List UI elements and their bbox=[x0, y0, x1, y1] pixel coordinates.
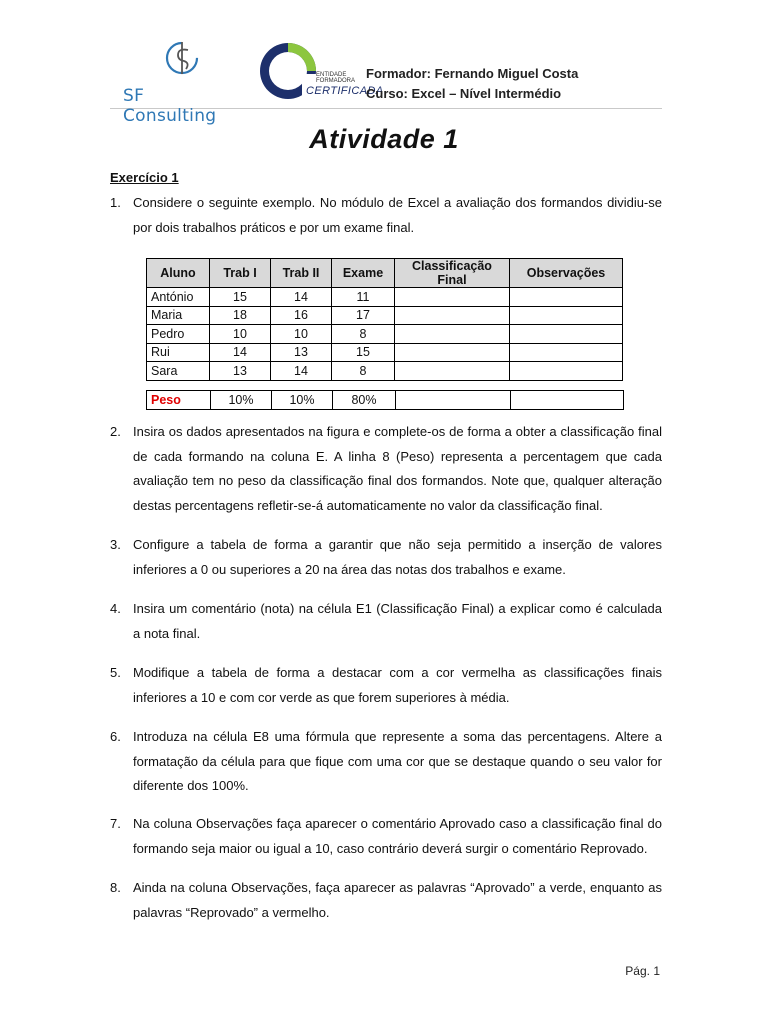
item-number: 8. bbox=[110, 880, 121, 895]
table-cell: 16 bbox=[271, 306, 332, 325]
table-cell bbox=[510, 288, 623, 307]
item-text: Considere o seguinte exemplo. No módulo de Excel a avaliação dos formandos dividiu-se por dois trabalhos práticos e por um exame final. bbox=[133, 195, 662, 235]
header-cell: Observações bbox=[510, 259, 623, 288]
grades-table bbox=[146, 258, 623, 381]
header-cell: Classificação Final bbox=[395, 259, 510, 288]
cert-line-1: ENTIDADE bbox=[316, 72, 347, 78]
table-cell: 15 bbox=[210, 288, 271, 307]
table-cell bbox=[396, 391, 511, 410]
header-cell: Aluno bbox=[147, 259, 210, 288]
item-text: Ainda na coluna Observações, faça aparecer as palavras “Aprovado” a verde, enquanto as palavras “Reprovado” a vermelho. bbox=[133, 880, 662, 920]
peso-label: Peso bbox=[147, 391, 211, 410]
item-number: 7. bbox=[110, 816, 121, 831]
course-name: Curso: Excel – Nível Intermédio bbox=[366, 86, 562, 101]
table-row bbox=[147, 343, 623, 362]
item-text: Introduza na célula E8 uma fórmula que represente a soma das percentagens. Altere a formatação da célula para que fique com uma cor que se destaque quando o seu valor for diferente dos 100%. bbox=[133, 729, 662, 793]
company-name: SF Consulting bbox=[123, 86, 217, 126]
table-cell: 13 bbox=[210, 362, 271, 381]
weights-row bbox=[147, 391, 624, 410]
sf-monogram-icon bbox=[164, 40, 200, 76]
table-cell: 10% bbox=[211, 391, 272, 410]
table-cell bbox=[395, 325, 510, 344]
item-number: 5. bbox=[110, 665, 121, 680]
cert-line-2: FORMADORA bbox=[316, 78, 355, 84]
header-cell: Exame bbox=[332, 259, 395, 288]
table-row bbox=[147, 362, 623, 381]
item-text: Configure a tabela de forma a garantir que não seja permitido a inserção de valores inferiores a 0 ou superiores a 20 na área das notas dos trabalhos e exame. bbox=[133, 537, 662, 577]
table-cell: 14 bbox=[271, 362, 332, 381]
table-cell: 10 bbox=[210, 325, 271, 344]
table-cell: Pedro bbox=[147, 325, 210, 344]
table-cell: 14 bbox=[210, 343, 271, 362]
table-cell: 10 bbox=[271, 325, 332, 344]
table-cell bbox=[395, 306, 510, 325]
item-number: 4. bbox=[110, 601, 121, 616]
trainer-name: Formador: Fernando Miguel Costa bbox=[366, 66, 579, 81]
item-number: 2. bbox=[110, 424, 121, 439]
table-cell: 15 bbox=[332, 343, 395, 362]
table-cell bbox=[510, 325, 623, 344]
table-header-row bbox=[147, 259, 623, 288]
table-row bbox=[147, 306, 623, 325]
cert-word: CERTIFICADA bbox=[306, 85, 384, 97]
table-row bbox=[147, 325, 623, 344]
item-text: Modifique a tabela de forma a destacar com a cor vermelha as classificações finais inferiores a 10 e com cor verde as que forem superiores à média. bbox=[133, 665, 662, 705]
table-cell bbox=[395, 362, 510, 381]
table-cell: 18 bbox=[210, 306, 271, 325]
table-cell: Rui bbox=[147, 343, 210, 362]
table-cell: 14 bbox=[271, 288, 332, 307]
table-cell: 17 bbox=[332, 306, 395, 325]
page-header bbox=[110, 36, 662, 126]
table-cell bbox=[511, 391, 624, 410]
table-cell: 80% bbox=[333, 391, 396, 410]
header-cell: Trab I bbox=[210, 259, 271, 288]
table-cell bbox=[510, 343, 623, 362]
table-cell: 10% bbox=[272, 391, 333, 410]
item-number: 6. bbox=[110, 729, 121, 744]
table-cell: 13 bbox=[271, 343, 332, 362]
table-cell: 8 bbox=[332, 325, 395, 344]
table-cell bbox=[395, 288, 510, 307]
item-text: Na coluna Observações faça aparecer o comentário Aprovado caso a classificação final do formando seja maior ou igual a 10, caso contrário deverá surgir o comentário Reprovado. bbox=[133, 816, 662, 856]
item-number: 1. bbox=[110, 195, 121, 210]
exercise-title: Exercício 1 bbox=[110, 170, 179, 185]
table-row bbox=[147, 288, 623, 307]
item-number: 3. bbox=[110, 537, 121, 552]
weights-table bbox=[146, 390, 624, 410]
page-title: Atividade 1 bbox=[309, 124, 459, 154]
table-cell: 8 bbox=[332, 362, 395, 381]
table-cell bbox=[510, 362, 623, 381]
item-text: Insira os dados apresentados na figura e complete-os de forma a obter a classificação final de cada formando na coluna E. A linha 8 (Peso) representa a percentagem que cada avaliação tem no peso da classificação final dos formandos. Note que, qualquer alteração destas percentagens refletir-se-á automaticamente no valor da classificação final. bbox=[133, 424, 662, 513]
sf-consulting-logo bbox=[110, 40, 240, 126]
table-cell: Sara bbox=[147, 362, 210, 381]
page-number: Pág. 1 bbox=[625, 964, 660, 978]
header-cell: Trab II bbox=[271, 259, 332, 288]
table-cell bbox=[395, 343, 510, 362]
table-cell bbox=[510, 306, 623, 325]
table-cell: 11 bbox=[332, 288, 395, 307]
table-cell: António bbox=[147, 288, 210, 307]
table-cell: Maria bbox=[147, 306, 210, 325]
item-text: Insira um comentário (nota) na célula E1 (Classificação Final) a explicar como é calculada a nota final. bbox=[133, 601, 662, 641]
